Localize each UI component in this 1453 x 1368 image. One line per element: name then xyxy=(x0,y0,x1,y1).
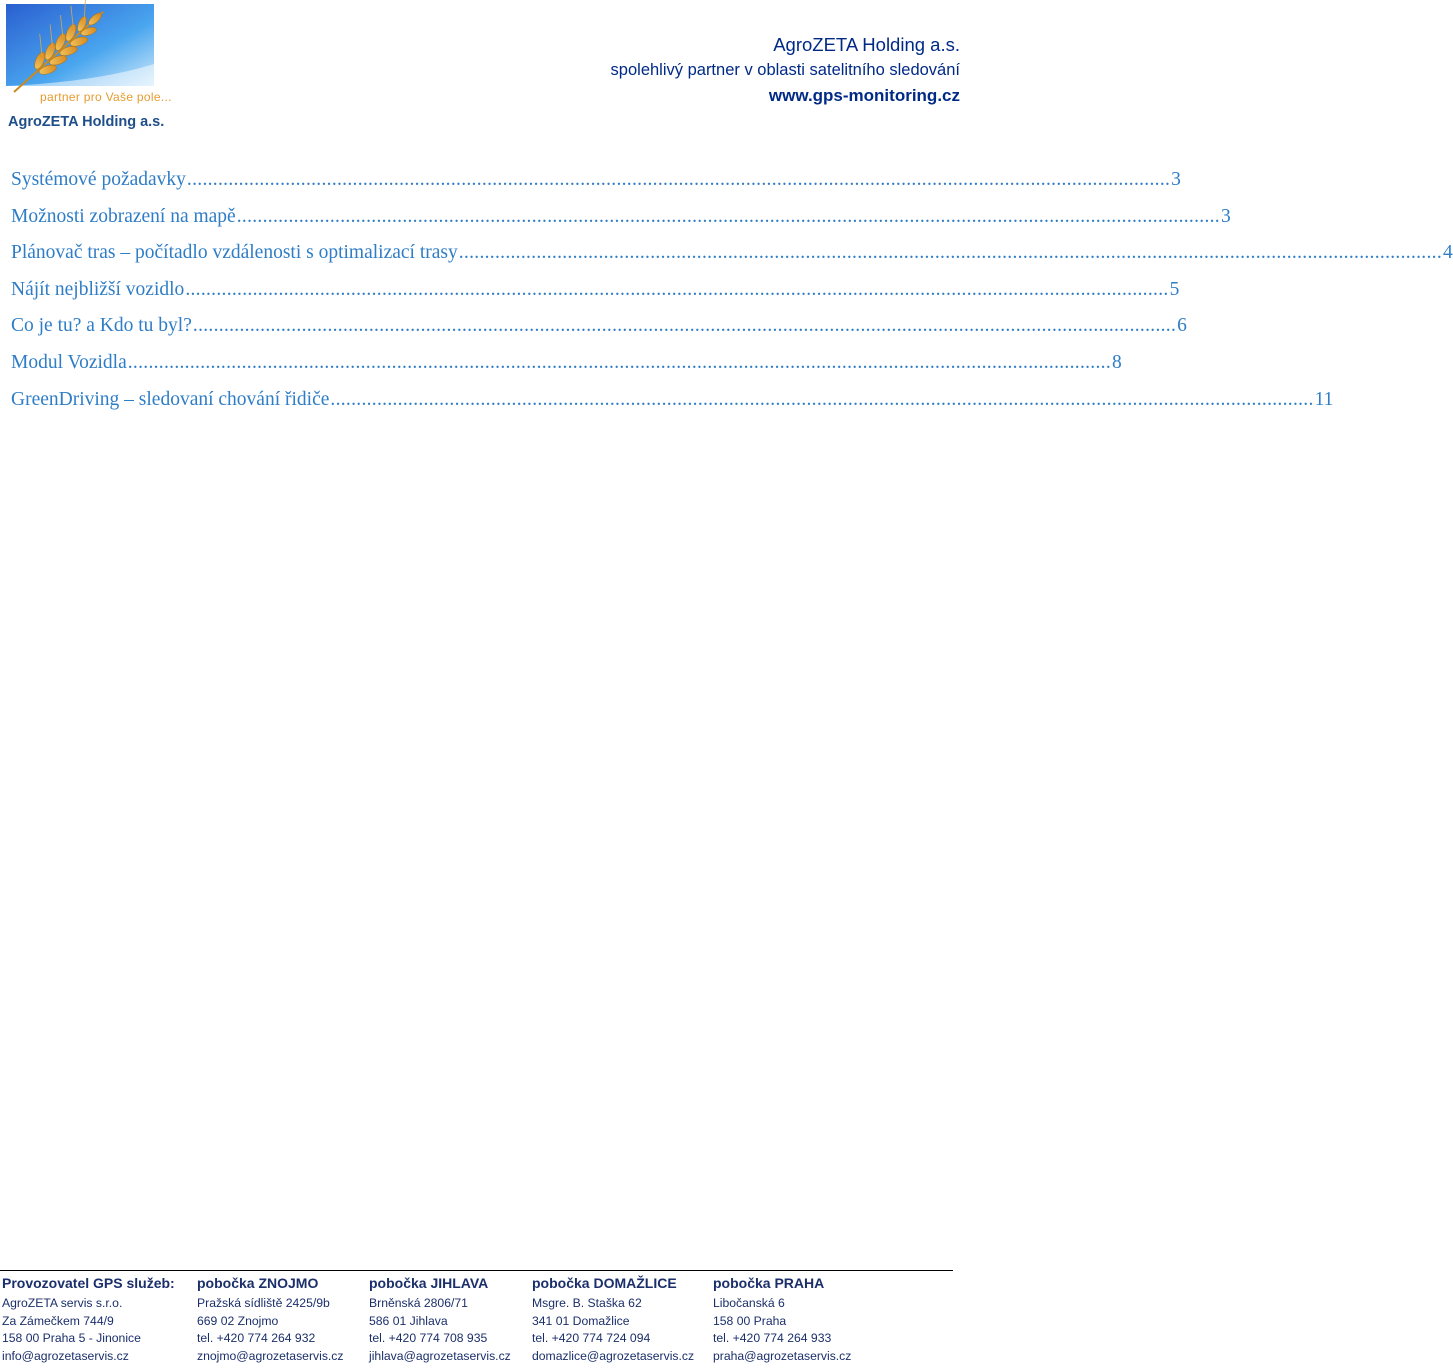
header-company: AgroZETA Holding a.s. xyxy=(773,34,960,55)
footer-email[interactable]: praha@agrozetaservis.cz xyxy=(713,1349,852,1364)
footer-line: 586 01 Jihlava xyxy=(369,1313,448,1328)
footer-line: Za Zámečkem 744/9 xyxy=(2,1313,114,1328)
footer-line: Libočanská 6 xyxy=(713,1296,785,1310)
footer-line: tel. +420 774 264 932 xyxy=(197,1331,316,1346)
toc-leader-dots: .............................................................................................................................................................................................. xyxy=(192,315,1177,337)
footer-line: 669 02 Znojmo xyxy=(197,1313,279,1328)
toc-entry-title[interactable]: Systémové požadavky xyxy=(11,169,186,190)
footer-column-praha xyxy=(713,1273,851,1366)
toc-entry-page[interactable]: 3 xyxy=(1220,205,1231,227)
toc-entry-title[interactable]: Možnosti zobrazení na mapě xyxy=(11,205,236,227)
footer-column-heading: pobočka DOMAŽLICE xyxy=(532,1275,677,1291)
footer-column-heading: Provozovatel GPS služeb: xyxy=(2,1275,175,1291)
footer-email[interactable]: jihlava@agrozetaservis.cz xyxy=(369,1349,511,1364)
toc-entry-title[interactable]: Co je tu? a Kdo tu byl? xyxy=(11,315,192,337)
company-logo xyxy=(6,4,172,130)
footer-column-domazlice xyxy=(532,1273,694,1366)
toc-leader-dots: .............................................................................................................................................................................................. xyxy=(458,242,1442,264)
footer-column-heading: pobočka PRAHA xyxy=(713,1275,825,1291)
toc-entry-title[interactable]: Plánovač tras – počítadlo vzdálenosti s optimalizací trasy xyxy=(11,242,458,264)
wheat-logo-icon xyxy=(6,4,156,100)
toc-entry[interactable] xyxy=(11,242,1453,279)
toc-entry-page[interactable]: 8 xyxy=(1112,351,1122,373)
header-url: www.gps-monitoring.cz xyxy=(768,86,960,105)
toc-leader-dots: .............................................................................................................................................................................................. xyxy=(127,351,1111,373)
toc-entry-title[interactable]: Nájít nejbližší vozidlo xyxy=(11,278,185,300)
toc-entry[interactable] xyxy=(11,315,1187,352)
toc-entry-title[interactable]: GreenDriving – sledovaní chování řidiče xyxy=(11,388,330,410)
footer-line: tel. +420 774 708 935 xyxy=(369,1331,488,1346)
footer-email[interactable]: znojmo@agrozetaservis.cz xyxy=(197,1349,344,1364)
footer-line: AgroZETA servis s.r.o. xyxy=(2,1296,123,1310)
footer-line: Pražská sídliště 2425/9b xyxy=(197,1296,330,1310)
toc-leader-dots: .............................................................................................................................................................................................. xyxy=(330,388,1314,410)
toc-entry[interactable] xyxy=(11,278,1180,316)
footer-email[interactable]: info@agrozetaservis.cz xyxy=(2,1349,129,1364)
footer-email[interactable]: domazlice@agrozetaservis.cz xyxy=(532,1349,695,1364)
footer-line: Brněnská 2806/71 xyxy=(369,1296,468,1310)
footer-column-znojmo xyxy=(197,1273,344,1366)
toc-leader-dots: .............................................................................................................................................................................................. xyxy=(236,205,1220,227)
footer-line: 158 00 Praha 5 - Jinonice xyxy=(2,1331,141,1346)
toc-entry-page[interactable]: 3 xyxy=(1171,169,1181,190)
page-header xyxy=(611,33,960,109)
footer-column-jihlava xyxy=(369,1273,511,1366)
toc-leader-dots: .............................................................................................................................................................................................. xyxy=(186,169,1171,190)
footer-column-provider xyxy=(2,1273,175,1366)
toc-entry-title[interactable]: Modul Vozidla xyxy=(11,351,127,373)
toc-entry[interactable] xyxy=(11,351,1122,389)
toc-entry[interactable] xyxy=(11,169,1181,206)
logo-tagline: partner pro Vaše pole... xyxy=(40,90,172,104)
logo-company-name: AgroZETA Holding a.s. xyxy=(8,114,165,130)
footer-line: Msgre. B. Staška 62 xyxy=(532,1296,642,1310)
footer-line: 158 00 Praha xyxy=(713,1313,787,1328)
footer-line: tel. +420 774 724 094 xyxy=(532,1331,651,1346)
toc-entry-page[interactable]: 4 xyxy=(1443,242,1453,264)
footer-divider xyxy=(0,1270,953,1271)
toc-entry-page[interactable]: 11 xyxy=(1314,388,1334,410)
toc-entry[interactable] xyxy=(11,388,1334,426)
footer-line: 341 01 Domažlice xyxy=(532,1313,630,1328)
toc-leader-dots: .............................................................................................................................................................................................. xyxy=(185,278,1169,300)
toc-entry-page[interactable]: 6 xyxy=(1177,315,1187,337)
footer-column-heading: pobočka JIHLAVA xyxy=(369,1275,489,1291)
footer-line: tel. +420 774 264 933 xyxy=(713,1331,832,1346)
header-tagline: spolehlivý partner v oblasti satelitního sledování xyxy=(610,61,960,79)
footer-column-heading: pobočka ZNOJMO xyxy=(197,1275,319,1291)
toc-entry[interactable] xyxy=(11,205,1231,243)
toc-entry-page[interactable]: 5 xyxy=(1169,278,1180,300)
table-of-contents xyxy=(11,169,1453,425)
